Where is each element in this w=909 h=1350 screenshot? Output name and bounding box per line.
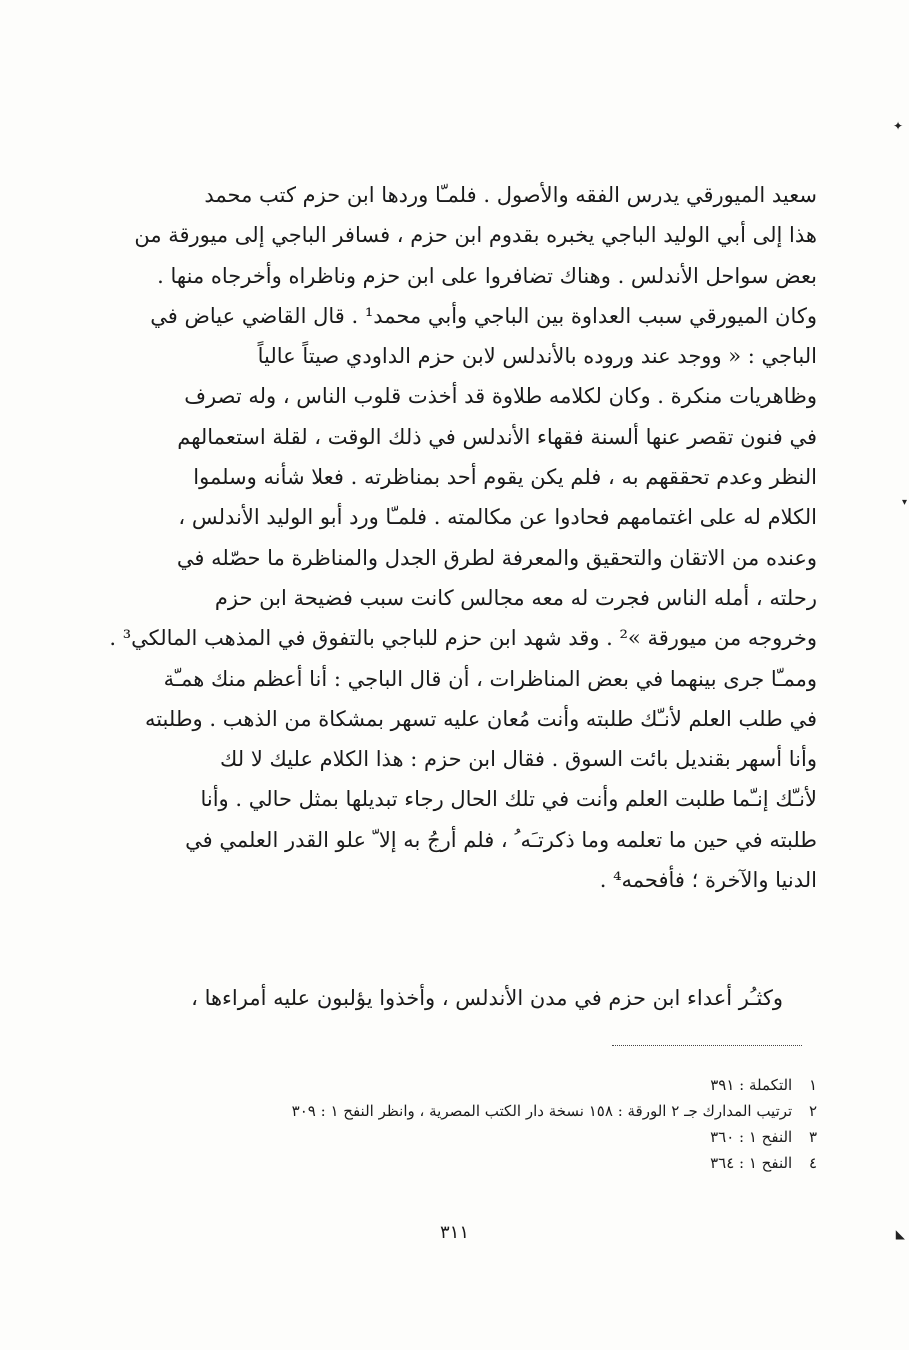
text-line: وكثـُر أعداء ابن حزم في مدن الأندلس ، وأخذوا يؤلبون عليه أمراءها ، [191,986,783,1010]
margin-mark-icon: ◣ [895,1227,905,1241]
footnote-number: ٣ [808,1128,817,1146]
page-number: ٣١١ [439,1222,469,1243]
text-line: هذا إلى أبي الوليد الباجي يخبره بقدوم ابن حزم ، فسافر الباجي إلى ميورقة من [134,223,817,248]
text-line: الدنيا والآخرة ؛ فأفحمه⁴ . [599,868,817,893]
text-line: في طلب العلم لأنـّك طلبته وأنت مُعان عليه تسهر بمشكاة من الذهب . وطلبته [144,706,817,731]
main-text [108,175,817,900]
footnote-text: التكملة : ٣٩١ [710,1076,793,1094]
text-line: وخروجه من ميورقة »² . وقد شهد ابن حزم للباجي بالتفوق في المذهب المالكي³ . [109,626,817,651]
footnote-text: النفح ١ : ٣٦٤ [710,1154,793,1172]
footnote [140,1124,817,1150]
text-line: طلبته في حين ما تعلمه وما ذكرتـَه ُ ، فلم أرجُ به إلا ّ علو القدر العلمي في [185,827,817,852]
text-line: وكان الميورقي سبب العداوة بين الباجي وأبي محمد¹ . قال القاضي عياض في [150,303,817,328]
footnote-number: ١ [808,1076,817,1094]
text-line: بعض سواحل الأندلس . وهناك تضافروا على ابن حزم وناظراه وأخرجاه منها . [157,263,817,288]
text-line: وظاهريات منكرة . وكان لكلامه طلاوة قد أخذت قلوب الناس ، وله تصرف [184,384,817,409]
text-line: في فنون تقصر عنها ألسنة فقهاء الأندلس في ذلك الوقت ، لقلة استعمالهم [177,424,817,449]
text-line: وأنا أسهر بقنديل بائت السوق . فقال ابن حزم : هذا الكلام عليك لا لك [220,747,817,772]
footnote-number: ٤ [808,1154,817,1172]
footnote-divider [612,1045,802,1046]
footnote-text: ترتيب المدارك جـ ٢ الورقة : ١٥٨ نسخة دار الكتب المصرية ، وانظر النفح ١ : ٣٠٩ [291,1102,793,1120]
footnote [140,1150,817,1176]
footnote [140,1072,817,1098]
text-line: وممـّا جرى بينهما في بعض المناظرات ، أن قال الباجي : أنا أعظم منك همـّة [163,666,817,691]
new-paragraph [108,978,817,1018]
text-line: سعيد الميورقي يدرس الفقه والأصول . فلمـّا وردها ابن حزم كتب محمد [204,183,817,207]
footnote-number: ٢ [808,1102,817,1120]
footnote-text: النفح ١ : ٣٦٠ [710,1128,793,1146]
text-line: الكلام له على اغتمامهم فحادوا عن مكالمته . فلمـّا ورد أبو الوليد الأندلس ، [178,505,817,530]
text-line: رحلته ، أمله الناس فجرت له معه مجالس كانت سبب فضيحة ابن حزم [214,585,817,610]
text-line: النظر وعدم تحققهم به ، فلم يكن يقوم أحد بمناظرته . فعلا شأنه وسلموا [193,465,817,490]
margin-mark-icon: ✦ [892,119,903,133]
margin-mark-icon: ▾ [901,497,907,508]
footnote [140,1098,817,1124]
text-line: لأنـّك إنـّما طلبت العلم وأنت في تلك الحال رجاء تبديلها بمثل حالي . وأنا [200,787,817,812]
text-line: الباجي : « ووجد عند وروده بالأندلس لابن حزم الداودي صيتاً عالياً [257,344,817,369]
footnotes [140,1072,817,1176]
text-line: وعنده من الاتقان والتحقيق والمعرفة لطرق الجدل والمناظرة ما حصّله في [176,545,817,570]
